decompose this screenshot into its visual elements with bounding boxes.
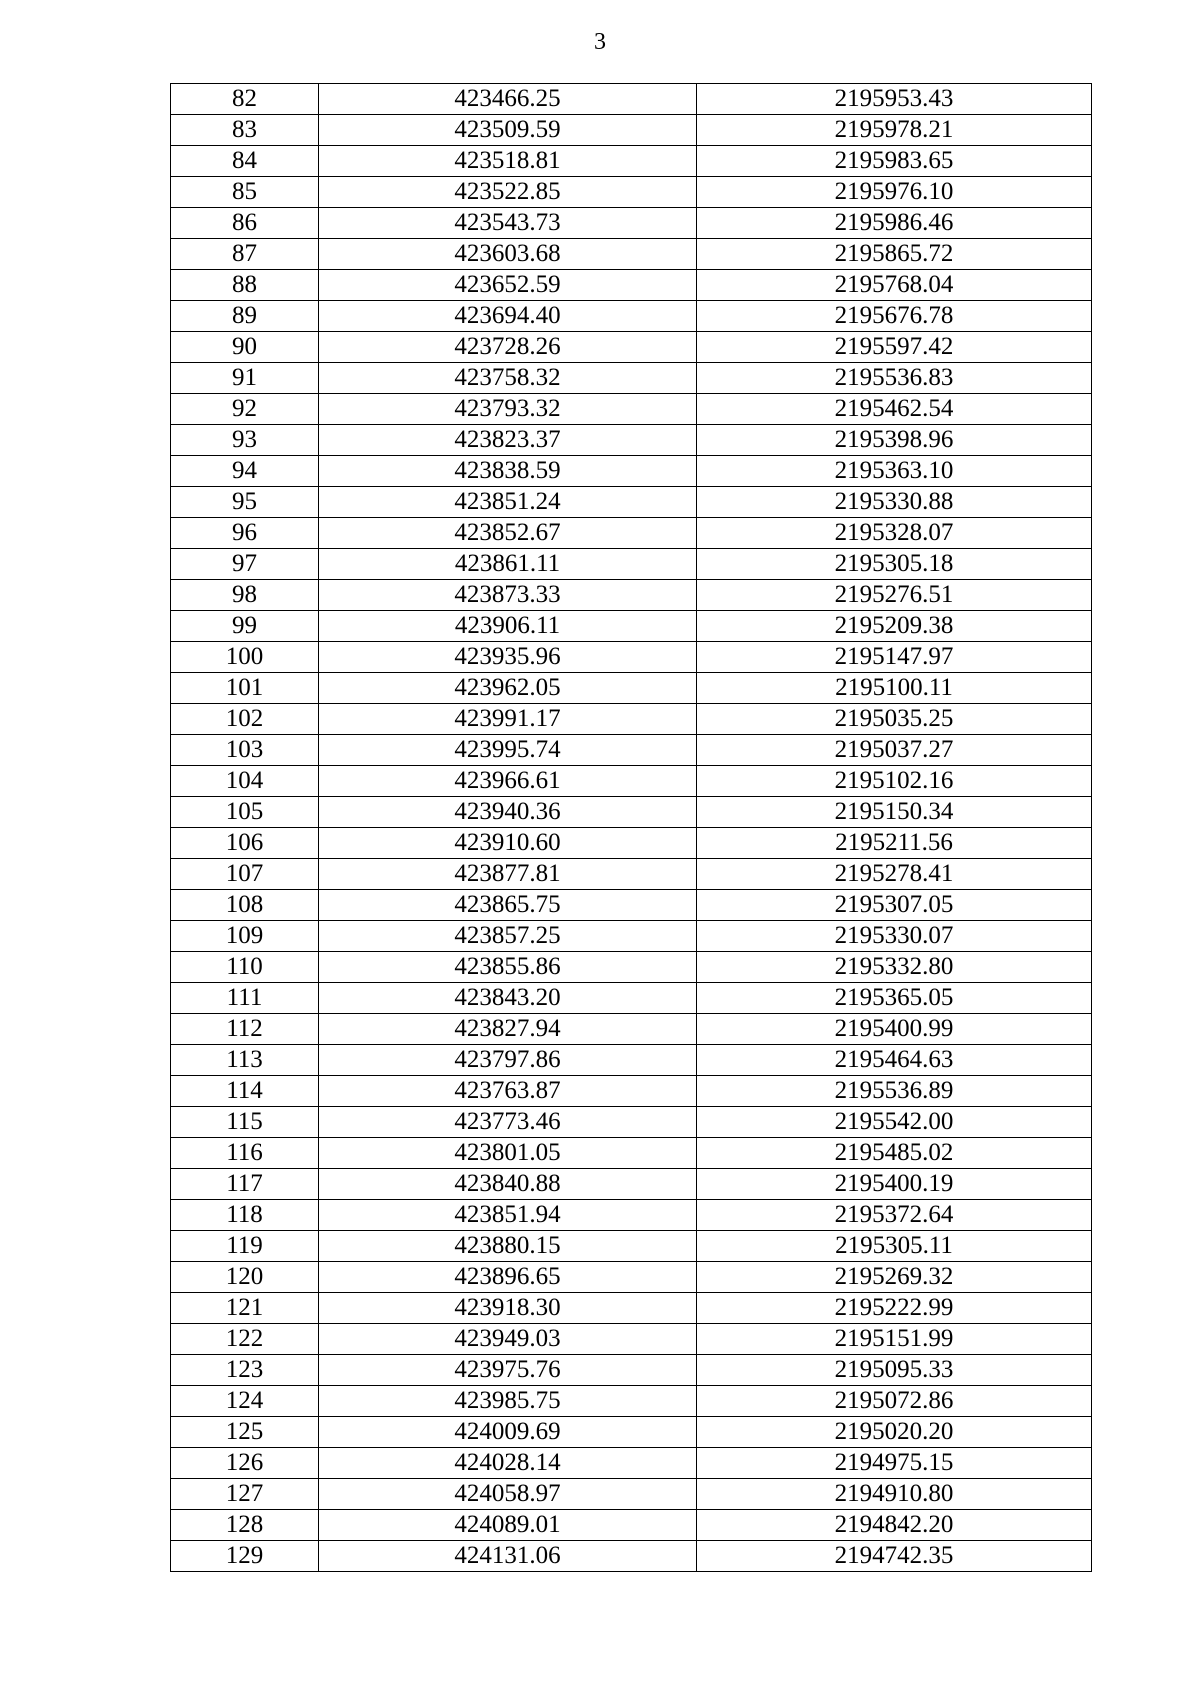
point-number-cell: 111 xyxy=(171,983,319,1014)
y-coordinate-cell: 2194975.15 xyxy=(697,1448,1092,1479)
table-row xyxy=(171,1231,1092,1262)
y-coordinate-cell: 2195400.19 xyxy=(697,1169,1092,1200)
table-row xyxy=(171,1169,1092,1200)
point-number-cell: 107 xyxy=(171,859,319,890)
y-coordinate-cell: 2195400.99 xyxy=(697,1014,1092,1045)
y-coordinate-cell: 2195768.04 xyxy=(697,270,1092,301)
y-coordinate-cell: 2194910.80 xyxy=(697,1479,1092,1510)
table-row xyxy=(171,1076,1092,1107)
x-coordinate-cell: 423522.85 xyxy=(319,177,697,208)
table-row xyxy=(171,208,1092,239)
table-row xyxy=(171,456,1092,487)
point-number-cell: 119 xyxy=(171,1231,319,1262)
point-number-cell: 94 xyxy=(171,456,319,487)
table-row xyxy=(171,1138,1092,1169)
point-number-cell: 82 xyxy=(171,84,319,115)
point-number-cell: 112 xyxy=(171,1014,319,1045)
table-row xyxy=(171,890,1092,921)
point-number-cell: 115 xyxy=(171,1107,319,1138)
point-number-cell: 103 xyxy=(171,735,319,766)
table-row xyxy=(171,1386,1092,1417)
table-row xyxy=(171,1107,1092,1138)
point-number-cell: 99 xyxy=(171,611,319,642)
y-coordinate-cell: 2195100.11 xyxy=(697,673,1092,704)
coordinates-table xyxy=(170,83,1092,1572)
y-coordinate-cell: 2195102.16 xyxy=(697,766,1092,797)
table-row xyxy=(171,115,1092,146)
point-number-cell: 105 xyxy=(171,797,319,828)
table-row xyxy=(171,301,1092,332)
table-row xyxy=(171,394,1092,425)
point-number-cell: 120 xyxy=(171,1262,319,1293)
y-coordinate-cell: 2195222.99 xyxy=(697,1293,1092,1324)
x-coordinate-cell: 424009.69 xyxy=(319,1417,697,1448)
point-number-cell: 90 xyxy=(171,332,319,363)
y-coordinate-cell: 2195328.07 xyxy=(697,518,1092,549)
x-coordinate-cell: 423852.67 xyxy=(319,518,697,549)
point-number-cell: 108 xyxy=(171,890,319,921)
table-row xyxy=(171,270,1092,301)
point-number-cell: 89 xyxy=(171,301,319,332)
x-coordinate-cell: 423910.60 xyxy=(319,828,697,859)
point-number-cell: 116 xyxy=(171,1138,319,1169)
x-coordinate-cell: 423851.24 xyxy=(319,487,697,518)
point-number-cell: 98 xyxy=(171,580,319,611)
table-row xyxy=(171,1324,1092,1355)
table-row xyxy=(171,146,1092,177)
table-row xyxy=(171,1200,1092,1231)
y-coordinate-cell: 2195536.89 xyxy=(697,1076,1092,1107)
point-number-cell: 109 xyxy=(171,921,319,952)
x-coordinate-cell: 423855.86 xyxy=(319,952,697,983)
y-coordinate-cell: 2195464.63 xyxy=(697,1045,1092,1076)
x-coordinate-cell: 424131.06 xyxy=(319,1541,697,1572)
point-number-cell: 118 xyxy=(171,1200,319,1231)
y-coordinate-cell: 2195978.21 xyxy=(697,115,1092,146)
y-coordinate-cell: 2195330.88 xyxy=(697,487,1092,518)
table-row xyxy=(171,1510,1092,1541)
point-number-cell: 92 xyxy=(171,394,319,425)
y-coordinate-cell: 2195305.18 xyxy=(697,549,1092,580)
x-coordinate-cell: 423918.30 xyxy=(319,1293,697,1324)
point-number-cell: 125 xyxy=(171,1417,319,1448)
x-coordinate-cell: 423935.96 xyxy=(319,642,697,673)
x-coordinate-cell: 423728.26 xyxy=(319,332,697,363)
y-coordinate-cell: 2195211.56 xyxy=(697,828,1092,859)
x-coordinate-cell: 423518.81 xyxy=(319,146,697,177)
y-coordinate-cell: 2195330.07 xyxy=(697,921,1092,952)
table-row xyxy=(171,1417,1092,1448)
table-row xyxy=(171,766,1092,797)
x-coordinate-cell: 423694.40 xyxy=(319,301,697,332)
table-row xyxy=(171,239,1092,270)
point-number-cell: 106 xyxy=(171,828,319,859)
x-coordinate-cell: 423857.25 xyxy=(319,921,697,952)
y-coordinate-cell: 2195986.46 xyxy=(697,208,1092,239)
table-row xyxy=(171,611,1092,642)
table-row xyxy=(171,828,1092,859)
y-coordinate-cell: 2194742.35 xyxy=(697,1541,1092,1572)
table-row xyxy=(171,1045,1092,1076)
point-number-cell: 88 xyxy=(171,270,319,301)
x-coordinate-cell: 423966.61 xyxy=(319,766,697,797)
y-coordinate-cell: 2195269.32 xyxy=(697,1262,1092,1293)
x-coordinate-cell: 423543.73 xyxy=(319,208,697,239)
x-coordinate-cell: 423793.32 xyxy=(319,394,697,425)
point-number-cell: 104 xyxy=(171,766,319,797)
y-coordinate-cell: 2195676.78 xyxy=(697,301,1092,332)
table-row xyxy=(171,518,1092,549)
y-coordinate-cell: 2195597.42 xyxy=(697,332,1092,363)
y-coordinate-cell: 2195365.05 xyxy=(697,983,1092,1014)
table-row xyxy=(171,859,1092,890)
y-coordinate-cell: 2195865.72 xyxy=(697,239,1092,270)
table-row xyxy=(171,332,1092,363)
point-number-cell: 123 xyxy=(171,1355,319,1386)
y-coordinate-cell: 2194842.20 xyxy=(697,1510,1092,1541)
x-coordinate-cell: 423840.88 xyxy=(319,1169,697,1200)
y-coordinate-cell: 2195147.97 xyxy=(697,642,1092,673)
x-coordinate-cell: 423758.32 xyxy=(319,363,697,394)
y-coordinate-cell: 2195363.10 xyxy=(697,456,1092,487)
x-coordinate-cell: 423773.46 xyxy=(319,1107,697,1138)
y-coordinate-cell: 2195035.25 xyxy=(697,704,1092,735)
x-coordinate-cell: 424089.01 xyxy=(319,1510,697,1541)
point-number-cell: 100 xyxy=(171,642,319,673)
y-coordinate-cell: 2195209.38 xyxy=(697,611,1092,642)
x-coordinate-cell: 423797.86 xyxy=(319,1045,697,1076)
point-number-cell: 83 xyxy=(171,115,319,146)
y-coordinate-cell: 2195536.83 xyxy=(697,363,1092,394)
x-coordinate-cell: 423985.75 xyxy=(319,1386,697,1417)
x-coordinate-cell: 423906.11 xyxy=(319,611,697,642)
table-row xyxy=(171,735,1092,766)
y-coordinate-cell: 2195278.41 xyxy=(697,859,1092,890)
point-number-cell: 117 xyxy=(171,1169,319,1200)
point-number-cell: 114 xyxy=(171,1076,319,1107)
point-number-cell: 128 xyxy=(171,1510,319,1541)
table-row xyxy=(171,177,1092,208)
point-number-cell: 124 xyxy=(171,1386,319,1417)
x-coordinate-cell: 424058.97 xyxy=(319,1479,697,1510)
point-number-cell: 85 xyxy=(171,177,319,208)
x-coordinate-cell: 423838.59 xyxy=(319,456,697,487)
table-row xyxy=(171,1262,1092,1293)
table-row xyxy=(171,952,1092,983)
table-row xyxy=(171,487,1092,518)
y-coordinate-cell: 2195072.86 xyxy=(697,1386,1092,1417)
x-coordinate-cell: 423873.33 xyxy=(319,580,697,611)
x-coordinate-cell: 423603.68 xyxy=(319,239,697,270)
point-number-cell: 113 xyxy=(171,1045,319,1076)
table-row xyxy=(171,1541,1092,1572)
point-number-cell: 96 xyxy=(171,518,319,549)
x-coordinate-cell: 423801.05 xyxy=(319,1138,697,1169)
table-row xyxy=(171,84,1092,115)
y-coordinate-cell: 2195150.34 xyxy=(697,797,1092,828)
x-coordinate-cell: 423827.94 xyxy=(319,1014,697,1045)
x-coordinate-cell: 423763.87 xyxy=(319,1076,697,1107)
x-coordinate-cell: 423949.03 xyxy=(319,1324,697,1355)
table-row xyxy=(171,1293,1092,1324)
table-row xyxy=(171,1014,1092,1045)
y-coordinate-cell: 2195398.96 xyxy=(697,425,1092,456)
page-number: 3 xyxy=(594,29,606,55)
y-coordinate-cell: 2195037.27 xyxy=(697,735,1092,766)
y-coordinate-cell: 2195983.65 xyxy=(697,146,1092,177)
x-coordinate-cell: 423880.15 xyxy=(319,1231,697,1262)
y-coordinate-cell: 2195462.54 xyxy=(697,394,1092,425)
x-coordinate-cell: 423991.17 xyxy=(319,704,697,735)
table-row xyxy=(171,921,1092,952)
y-coordinate-cell: 2195332.80 xyxy=(697,952,1092,983)
point-number-cell: 102 xyxy=(171,704,319,735)
table-row xyxy=(171,425,1092,456)
table-row xyxy=(171,1355,1092,1386)
table-row xyxy=(171,549,1092,580)
y-coordinate-cell: 2195953.43 xyxy=(697,84,1092,115)
point-number-cell: 87 xyxy=(171,239,319,270)
x-coordinate-cell: 423995.74 xyxy=(319,735,697,766)
y-coordinate-cell: 2195151.99 xyxy=(697,1324,1092,1355)
x-coordinate-cell: 423896.65 xyxy=(319,1262,697,1293)
y-coordinate-cell: 2195305.11 xyxy=(697,1231,1092,1262)
point-number-cell: 91 xyxy=(171,363,319,394)
table-row xyxy=(171,673,1092,704)
x-coordinate-cell: 423509.59 xyxy=(319,115,697,146)
point-number-cell: 127 xyxy=(171,1479,319,1510)
table-row xyxy=(171,580,1092,611)
y-coordinate-cell: 2195485.02 xyxy=(697,1138,1092,1169)
y-coordinate-cell: 2195976.10 xyxy=(697,177,1092,208)
x-coordinate-cell: 423975.76 xyxy=(319,1355,697,1386)
point-number-cell: 126 xyxy=(171,1448,319,1479)
table-row xyxy=(171,363,1092,394)
x-coordinate-cell: 424028.14 xyxy=(319,1448,697,1479)
point-number-cell: 101 xyxy=(171,673,319,704)
x-coordinate-cell: 423466.25 xyxy=(319,84,697,115)
table-row xyxy=(171,642,1092,673)
x-coordinate-cell: 423865.75 xyxy=(319,890,697,921)
point-number-cell: 86 xyxy=(171,208,319,239)
x-coordinate-cell: 423940.36 xyxy=(319,797,697,828)
table-row xyxy=(171,797,1092,828)
table-row xyxy=(171,704,1092,735)
point-number-cell: 84 xyxy=(171,146,319,177)
coordinates-table-body xyxy=(171,84,1092,1572)
table-row xyxy=(171,1448,1092,1479)
x-coordinate-cell: 423877.81 xyxy=(319,859,697,890)
point-number-cell: 110 xyxy=(171,952,319,983)
y-coordinate-cell: 2195020.20 xyxy=(697,1417,1092,1448)
point-number-cell: 95 xyxy=(171,487,319,518)
table-row xyxy=(171,1479,1092,1510)
y-coordinate-cell: 2195276.51 xyxy=(697,580,1092,611)
point-number-cell: 121 xyxy=(171,1293,319,1324)
point-number-cell: 93 xyxy=(171,425,319,456)
x-coordinate-cell: 423962.05 xyxy=(319,673,697,704)
y-coordinate-cell: 2195542.00 xyxy=(697,1107,1092,1138)
x-coordinate-cell: 423861.11 xyxy=(319,549,697,580)
point-number-cell: 97 xyxy=(171,549,319,580)
x-coordinate-cell: 423823.37 xyxy=(319,425,697,456)
table-row xyxy=(171,983,1092,1014)
x-coordinate-cell: 423843.20 xyxy=(319,983,697,1014)
x-coordinate-cell: 423851.94 xyxy=(319,1200,697,1231)
y-coordinate-cell: 2195095.33 xyxy=(697,1355,1092,1386)
y-coordinate-cell: 2195307.05 xyxy=(697,890,1092,921)
point-number-cell: 129 xyxy=(171,1541,319,1572)
point-number-cell: 122 xyxy=(171,1324,319,1355)
x-coordinate-cell: 423652.59 xyxy=(319,270,697,301)
y-coordinate-cell: 2195372.64 xyxy=(697,1200,1092,1231)
